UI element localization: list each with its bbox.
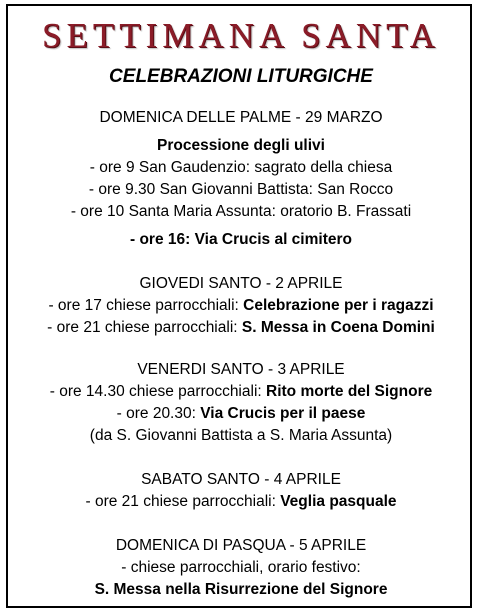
sabato-line-1-prefix: - ore 21 chiese parrocchiali: — [85, 493, 281, 510]
palme-line-2: - ore 9.30 San Giovanni Battista: San Rocco — [88, 181, 394, 198]
giovedi-line-2-event: S. Messa in Coena Domini — [241, 319, 435, 336]
sabato-heading: SABATO SANTO - 4 APRILE — [141, 471, 341, 488]
pasqua-line-2: S. Messa nella Risurrezione del Signore — [94, 581, 388, 598]
venerdi-line-1-event: Rito morte del Signore — [266, 383, 433, 400]
page-title: SETTIMANA SANTA — [42, 16, 440, 55]
pasqua-line-1: - chiese parrocchiali, orario festivo: — [121, 559, 361, 576]
giovedi-line-2 — [0, 317, 482, 339]
giovedi-heading: GIOVEDI SANTO - 2 APRILE — [139, 275, 343, 292]
giovedi-line-1 — [0, 295, 482, 317]
palme-heading: DOMENICA DELLE PALME - 29 MARZO — [99, 109, 383, 126]
sabato-line-1-event: Veglia pasquale — [280, 493, 397, 510]
venerdi-heading: VENERDI SANTO - 3 APRILE — [137, 361, 345, 378]
venerdi-line-1-prefix: - ore 14.30 chiese parrocchiali: — [49, 383, 267, 400]
palme-line-3: - ore 10 Santa Maria Assunta: oratorio B. Frassati — [70, 203, 412, 220]
sabato-line-1 — [0, 491, 482, 513]
venerdi-line-2-prefix: - ore 20.30: — [116, 405, 201, 422]
giovedi-line-1-event: Celebrazione per i ragazzi — [243, 297, 434, 314]
venerdi-line-2 — [0, 403, 482, 425]
palme-line-1: - ore 9 San Gaudenzio: sagrato della chiesa — [89, 159, 393, 176]
venerdi-line-2-event: Via Crucis per il paese — [200, 405, 366, 422]
venerdi-line-1 — [0, 381, 482, 403]
page-subtitle: CELEBRAZIONI LITURGICHE — [109, 66, 373, 87]
palme-line-4: - ore 16: Via Crucis al cimitero — [130, 231, 352, 248]
pasqua-heading: DOMENICA DI PASQUA - 5 APRILE — [115, 537, 367, 554]
giovedi-line-2-prefix: - ore 21 chiese parrocchiali: — [47, 319, 242, 336]
palme-procession-title: Processione degli ulivi — [157, 137, 325, 154]
giovedi-line-1-prefix: - ore 17 chiese parrocchiali: — [48, 297, 244, 314]
venerdi-line-3: (da S. Giovanni Battista a S. Maria Assunta) — [89, 427, 393, 444]
